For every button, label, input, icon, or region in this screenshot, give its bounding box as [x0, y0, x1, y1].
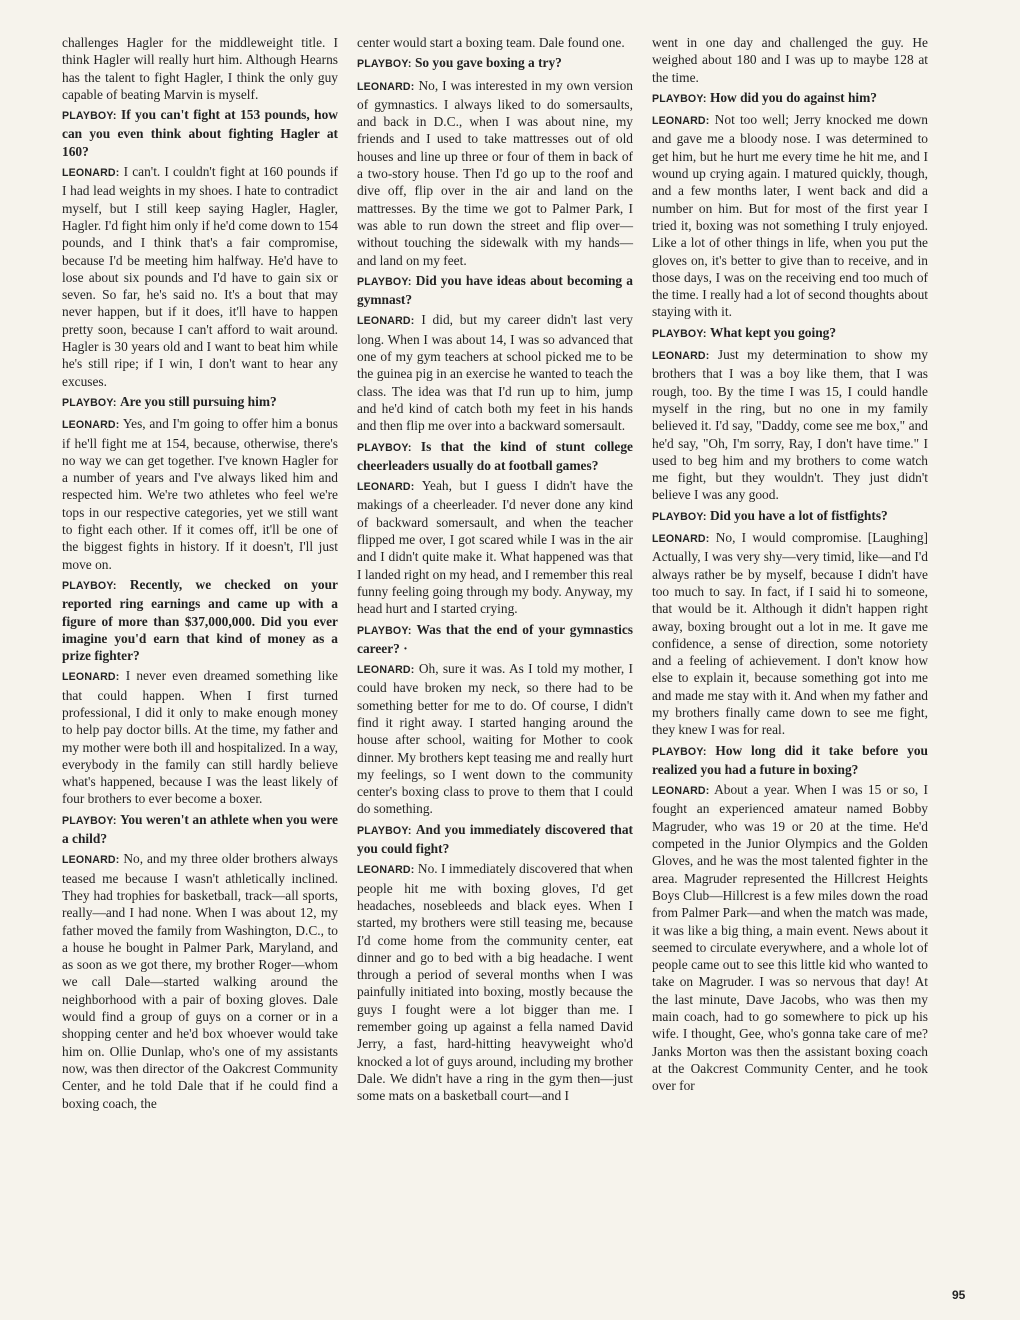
interview-paragraph — [652, 507, 928, 526]
speech-text: Yes, and I'm going to offer him a bonus if he'll fight me at 154, because, otherwise, there's no way we can get together. I've known Hagler for a number of years and I've always liked him and respected him. We're two athletes who feel we're tops in our respective categories, yet we still want to fight each other. If it comes off, it'll be one of the biggest fights in history. If it doesn't, I'll just move on. — [62, 416, 338, 572]
speech-text: Are you still pursuing him? — [119, 393, 277, 409]
interview-paragraph — [652, 346, 928, 504]
speech-text: I can't. I couldn't fight at 160 pounds if I had lead weights in my shoes. I hate to contradict myself, but I still keep saying Hagler, Hagler, Hagler. I'd fight him only if he'd come down to 154 pounds, and I think that's a fair compromise, because I'd be meeting him halfway. He'd have to lose about six pounds and I'd have to gain six or seven. So far, he's said no. It's a bout that may never happen, but if it does, it'll have to happen pretty soon, because I can't afford to wait around. Hagler is 30 years old and I want to beat him while he's still ripe; if I win, I don't want to hear any excuses. — [62, 164, 338, 389]
speaker-label: LEONARD: — [652, 785, 710, 798]
interview-paragraph — [62, 163, 338, 390]
speech-text: About a year. When I was 15 or so, I fought an experienced amateur named Bobby Magruder, who was 19 or 20 at the time. He'd competed in the Junior Olympics and the Golden Gloves, and he was the most talented fighter in the area. Magruder represented the Hillcrest Heights Boys Club—Hillcrest is a few miles down the road from Palmer Park—and when the match was made, it was like a big thing, a main event. News about it seemed to circulate everywhere, and a whole lot of people came out to see this little kid who wanted to take on Magruder. I was so nervous that day! At the last minute, Dave Jacobs, who was then my main coach, had to go somewhere to pick up his wife. I thought, Gee, who's gonna take care of me? Janks Morton was then the assistant boxing coach at the Oakcrest Community Center, and he took over for — [652, 782, 929, 1094]
interview-paragraph — [357, 77, 633, 269]
speaker-label: LEONARD: — [62, 671, 120, 684]
interview-paragraph — [357, 272, 633, 309]
speech-text: No. I immediately discovered that when people hit me with boxing gloves, I'd get headaches, nosebleeds and black eyes. When I started, my brothers were still teasing me, because I'd come home from the community center, eat dinner and go to bed with a big headache. I went through a period of several months when I was painfully initiated into boxing, mostly because the guys I fought were a lot bigger than me. I remember going up against a fella named David Jerry, a fast, hard-hitting heavyweight who'd knocked a lot of guys around, including my brother Dale. We didn't have a ring in the gym then—just some mats on a basketball court—and I — [357, 861, 633, 1104]
speech-text: What kept you going? — [709, 324, 837, 340]
interview-paragraph — [652, 111, 928, 321]
speaker-label: PLAYBOY: — [652, 327, 707, 340]
speaker-label: LEONARD: — [652, 350, 710, 363]
interview-paragraph — [62, 576, 338, 664]
interview-paragraph — [357, 477, 633, 617]
interview-paragraph — [357, 54, 633, 73]
speaker-label: LEONARD: — [62, 167, 120, 180]
interview-paragraph — [357, 621, 633, 658]
interview-paragraph — [357, 438, 633, 475]
speech-text: Recently, we checked on your reported ring earnings and came up with a figure of more than $37,000,000. Did you ever imagine you'd earn that kind of money as a prize fighter? — [62, 576, 338, 664]
speaker-label: LEONARD: — [357, 481, 415, 494]
interview-paragraph — [357, 660, 633, 818]
speech-text: You weren't an athlete when you were a child? — [62, 811, 338, 847]
interview-paragraph — [62, 415, 338, 573]
speaker-label: PLAYBOY: — [62, 396, 117, 409]
interview-paragraph — [652, 742, 928, 779]
speech-text: If you can't fight at 153 pounds, how can you even think about fighting Hagler at 160? — [62, 107, 338, 159]
speech-text: Oh, sure it was. As I told my mother, I could have broken my neck, so there had to be something better for me to do. Of course, I didn't find it right away. I started hanging around the house after school, waiting for Mother to cook dinner. My brothers kept teasing me and really hurt my feelings, so I went down to the community center's boxing class to prove to them that I could do something. — [357, 661, 633, 817]
speech-text: Did you have a lot of fistfights? — [709, 507, 888, 523]
speech-text: Not too well; Jerry knocked me down and gave me a bloody nose. I was determined to get him, but he hurt me every time he hit me, and I wound up crying again. I matured quickly, though, and a few months later, I went back and did a number on him. But for most of the first year I tried it, boxing was not something I truly enjoyed. Like a lot of other things in life, when you put the gloves on, it's better to give than to receive, and in those days, I was on the receiving end too much of the time. I really had a lot of second thoughts about staying with it. — [652, 112, 928, 320]
interview-paragraph — [357, 311, 633, 434]
speaker-label: PLAYBOY: — [652, 92, 707, 105]
speech-text: And you immediately discovered that you could fight? — [357, 821, 633, 857]
speaker-label: PLAYBOY: — [652, 510, 707, 523]
continued-text: center would start a boxing team. Dale found one. — [357, 35, 625, 50]
speaker-label: PLAYBOY: — [62, 110, 117, 123]
text-column-2 — [357, 34, 633, 1108]
text-column-3 — [652, 34, 928, 1098]
speech-text: No, and my three older brothers always teased me because I wasn't athletically inclined. They had trophies for basketball, track—all sports, really—and I had none. When I was about 12, my father moved the family from Washington, D.C., to a house he bought in Palmer Park, Maryland, and as soon as we got there, my brother Roger—whom we call Dale—started walking around the neighborhood with a pair of boxing gloves. Dale would find a group of guys on a corner or in a shopping center and he'd box whoever would take him on. Ollie Dunlap, who's one of my assistants now, was then director of the Oakcrest Community Center, and he told Dale that if he could find a boxing coach, the — [62, 851, 338, 1111]
speaker-label: PLAYBOY: — [62, 579, 117, 592]
speech-text: Just my determination to show my brothers that I was a boy like them, that I was rough, too. By the time I was 15, I could handle myself in the ring, but no one in my family believed it. I'd say, "Daddy, come see me box," and he'd say, "Oh, I'm sorry, Ray, I don't have time." I used to beg him and my brothers to come watch me fight, but they wouldn't. They just didn't believe I was any good. — [652, 347, 928, 503]
speech-text: Yeah, but I guess I didn't have the makings of a cheerleader. I'd never done any kind of backward somersault, and when the teacher flipped me over, I got scared while I was in the air and I didn't quite make it. What happened was that I landed right on my head, and I remember this real funny feeling going through my body. Anyway, my head hurt and I started crying. — [357, 478, 633, 617]
speaker-label: PLAYBOY: — [357, 441, 412, 454]
interview-paragraph — [357, 821, 633, 858]
interview-paragraph — [62, 106, 338, 160]
interview-paragraph — [357, 860, 633, 1104]
speech-text: I did, but my career didn't last very long. When I was about 14, I was so advanced that one of my gym teachers at school picked me to be the guinea pig in an exercise he wanted to teach the class. The idea was that I'd run up to him, jump and he'd kind of catch both my feet in his hands and then flip me over into a backward somersault. — [357, 312, 633, 434]
speaker-label: LEONARD: — [357, 315, 415, 328]
speaker-label: LEONARD: — [652, 115, 710, 128]
interview-paragraph — [652, 324, 928, 343]
text-column-1 — [62, 34, 338, 1115]
interview-paragraph — [62, 667, 338, 807]
interview-paragraph — [357, 34, 633, 51]
speaker-label: LEONARD: — [62, 419, 120, 432]
speech-text: Did you have ideas about becoming a gymnast? — [357, 272, 633, 308]
continued-text: went in one day and challenged the guy. He weighed about 180 and I was up to maybe 128 at the time. — [652, 35, 928, 85]
page-number: 95 — [952, 1288, 966, 1302]
continued-text: challenges Hagler for the middleweight title. I think Hagler will really hurt him. Although Hearns has the talent to fight Hagler, I think the only guy capable of beating Marvin is myself. — [62, 35, 338, 102]
speech-text: No, I was interested in my own version of gymnastics. I always liked to do somersaults, and back in D.C., when I was about nine, my friends and I used to take mattresses out of old houses and line up three or four of them in back of a two-story house. Then I'd go up to the roof and dive off, flip over in the air and land on the mattresses. By the time we got to Palmer Park, I was able to run down the street and flip over—without touching the sidewalk with my hands—and land on my feet. — [357, 77, 633, 268]
speaker-label: LEONARD: — [652, 533, 710, 546]
interview-paragraph — [62, 34, 338, 103]
speaker-label: LEONARD: — [357, 80, 415, 93]
speech-text: Was that the end of your gymnastics career? · — [357, 621, 633, 656]
speaker-label: LEONARD: — [357, 864, 415, 877]
speaker-label: LEONARD: — [62, 854, 120, 867]
interview-paragraph — [62, 850, 338, 1111]
interview-paragraph — [652, 781, 928, 1094]
speech-text: So you gave boxing a try? — [414, 55, 562, 71]
speaker-label: PLAYBOY: — [357, 275, 412, 288]
speaker-label: PLAYBOY: — [652, 745, 707, 758]
interview-paragraph — [62, 811, 338, 848]
speech-text: No, I would compromise. [Laughing] Actually, I was very shy—very timid, like—and I'd always rather be by myself, because I didn't have too much to say. In fact, if I said hi to someone, that would be it. Although it didn't happen right away, boxing brought out a lot in me. It gave me confidence, a sense of direction, some notoriety and a feeling of achievement. I don't know how else to explain it, because something got into me and made me stay with it. And when my father and my brothers finally came down to see me fight, they knew I was for real. — [652, 530, 928, 738]
speaker-label: LEONARD: — [357, 664, 415, 677]
interview-paragraph — [652, 529, 928, 739]
interview-paragraph — [652, 34, 928, 86]
speech-text: Is that the kind of stunt college cheerleaders usually do at football games? — [357, 438, 633, 473]
speaker-label: PLAYBOY: — [357, 58, 412, 71]
speaker-label: PLAYBOY: — [62, 814, 117, 827]
interview-paragraph — [652, 89, 928, 108]
interview-paragraph — [62, 393, 338, 412]
speech-text: I never even dreamed something like that could happen. When I first turned professional, I did it only to make enough money to help pay doctor bills. At the time, my father and my mother were both ill and hospitalized. In a way, everybody in the family can still hardly believe what's happened, because I was the least likely of four brothers to ever become a boxer. — [62, 668, 338, 807]
speech-text: How long did it take before you realized you had a future in boxing? — [652, 742, 928, 777]
speaker-label: PLAYBOY: — [357, 824, 412, 837]
speech-text: How did you do against him? — [709, 89, 877, 105]
speaker-label: PLAYBOY: — [357, 624, 412, 637]
